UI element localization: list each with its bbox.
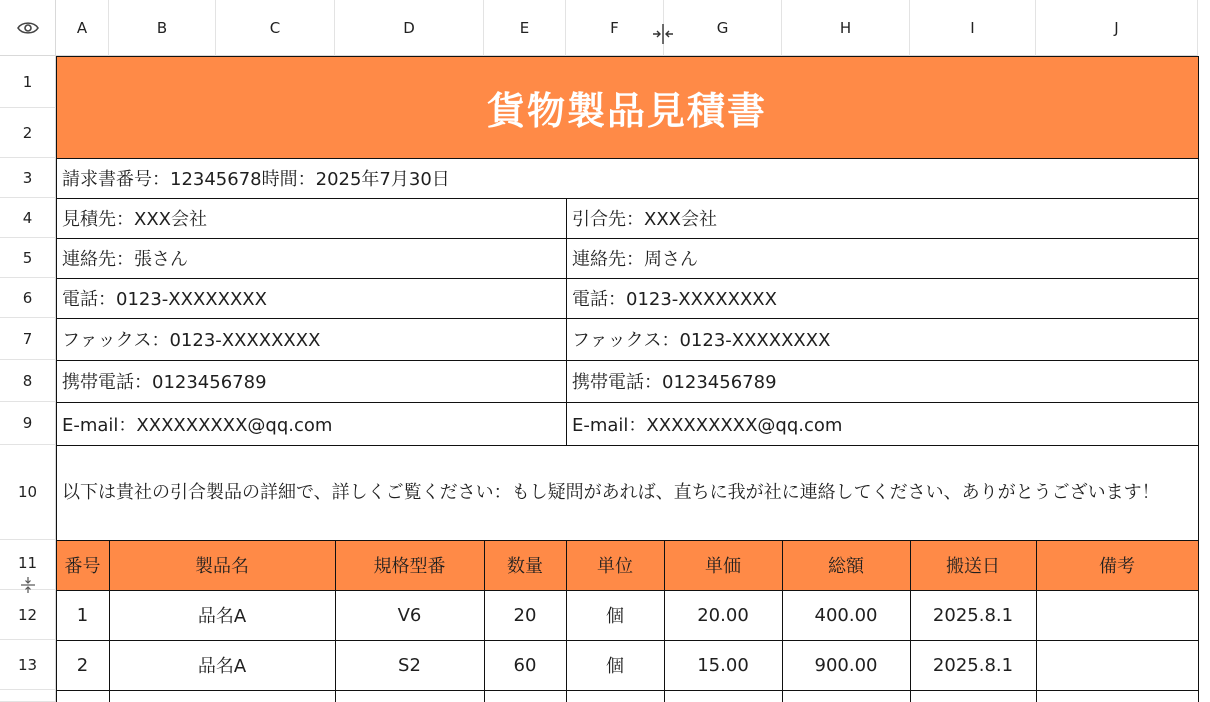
right-email-cell[interactable]: E-mail：XXXXXXXXX@qq.com xyxy=(572,414,843,436)
border-line xyxy=(335,540,336,702)
border-line xyxy=(664,540,665,702)
table-cell[interactable]: 400.00 xyxy=(814,604,878,626)
table-header-qty[interactable]: 数量 xyxy=(484,540,566,590)
table-header-no[interactable]: 番号 xyxy=(56,540,109,590)
border-line xyxy=(1198,56,1199,702)
border-line xyxy=(910,540,911,702)
border-line xyxy=(56,56,1199,57)
border-line xyxy=(56,278,1199,279)
row-header-13[interactable]: 13 xyxy=(0,640,56,690)
sheet-title[interactable]: 貨物製品見積書 xyxy=(56,56,1198,158)
border-line xyxy=(56,360,1199,361)
table-header-remarks[interactable]: 備考 xyxy=(1036,540,1198,590)
table-header-total[interactable]: 総額 xyxy=(782,540,910,590)
table-cell[interactable]: 900.00 xyxy=(814,654,878,676)
row-header-4[interactable]: 4 xyxy=(0,198,56,238)
table-header-product[interactable]: 製品名 xyxy=(109,540,335,590)
select-all-corner[interactable] xyxy=(0,0,56,56)
quote-to-cell[interactable]: 見積先：XXX会社 xyxy=(62,209,207,230)
row-header-1[interactable]: 1 xyxy=(0,56,56,108)
table-cell[interactable]: 品名A xyxy=(197,656,247,677)
table-cell[interactable]: 2 xyxy=(76,654,89,676)
row-header-12[interactable]: 12 xyxy=(0,590,56,640)
left-contact-cell[interactable]: 連絡先：張さん xyxy=(62,249,188,270)
border-line xyxy=(484,540,485,702)
row-header-11[interactable]: 11 xyxy=(0,540,56,590)
row-resize-icon[interactable] xyxy=(19,576,37,594)
table-header-unit-price[interactable]: 単価 xyxy=(664,540,782,590)
row-header-6[interactable]: 6 xyxy=(0,278,56,318)
border-line xyxy=(56,158,1199,159)
table-cell[interactable]: 15.00 xyxy=(697,654,749,676)
column-header-i[interactable]: I xyxy=(910,0,1036,56)
border-line xyxy=(56,56,57,702)
border-line xyxy=(56,318,1199,319)
table-header-model[interactable]: 規格型番 xyxy=(335,540,484,590)
column-header-g[interactable]: G xyxy=(664,0,782,56)
table-cell[interactable] xyxy=(1036,640,1198,690)
column-header-b[interactable]: B xyxy=(109,0,216,56)
right-mobile-cell[interactable]: 携帯電話：0123456789 xyxy=(572,372,777,393)
eye-icon[interactable] xyxy=(17,20,39,36)
column-header-f[interactable]: F xyxy=(566,0,664,56)
left-fax-cell[interactable]: ファックス：0123-XXXXXXXX xyxy=(62,330,321,351)
row-header-2[interactable]: 2 xyxy=(0,108,56,158)
table-cell[interactable]: V6 xyxy=(397,604,422,626)
border-line xyxy=(1036,540,1037,702)
table-cell[interactable]: 20.00 xyxy=(697,604,749,626)
table-cell[interactable]: 1 xyxy=(76,604,89,626)
border-line xyxy=(56,402,1199,403)
left-email-cell[interactable]: E-mail：XXXXXXXXX@qq.com xyxy=(62,414,333,436)
row-header-9[interactable]: 9 xyxy=(0,402,56,445)
right-phone-cell[interactable]: 電話：0123-XXXXXXXX xyxy=(572,289,777,310)
row-header-3[interactable]: 3 xyxy=(0,158,56,198)
border-line xyxy=(56,640,1199,641)
row-header-8[interactable]: 8 xyxy=(0,360,56,402)
border-line xyxy=(56,540,1199,541)
column-header-h[interactable]: H xyxy=(782,0,910,56)
invoice-line[interactable]: 請求書番号：12345678時間：2025年7月30日 xyxy=(62,169,450,190)
border-line xyxy=(56,690,1199,691)
border-line xyxy=(56,590,1199,591)
table-cell[interactable]: 20 xyxy=(513,604,537,626)
right-contact-cell[interactable]: 連絡先：周さん xyxy=(572,249,698,270)
row-header-7[interactable]: 7 xyxy=(0,318,56,360)
table-cell[interactable]: 2025.8.1 xyxy=(932,604,1014,626)
table-cell[interactable]: 個 xyxy=(606,656,624,677)
table-header-ship-date[interactable]: 搬送日 xyxy=(910,540,1036,590)
column-header-a[interactable]: A xyxy=(56,0,109,56)
table-cell[interactable]: 2025.8.1 xyxy=(932,654,1014,676)
column-header-e[interactable]: E xyxy=(484,0,566,56)
left-mobile-cell[interactable]: 携帯電話：0123456789 xyxy=(62,372,267,393)
row-header-14[interactable] xyxy=(0,690,56,702)
table-cell[interactable]: S2 xyxy=(398,654,421,676)
column-resize-icon[interactable] xyxy=(651,22,675,46)
column-header-c[interactable]: C xyxy=(216,0,335,56)
table-cell[interactable]: 個 xyxy=(606,606,624,627)
table-cell[interactable] xyxy=(1036,590,1198,640)
border-line xyxy=(782,540,783,702)
right-fax-cell[interactable]: ファックス：0123-XXXXXXXX xyxy=(572,330,831,351)
column-header-j[interactable]: J xyxy=(1036,0,1198,56)
border-line xyxy=(56,198,1199,199)
row-header-10[interactable]: 10 xyxy=(0,445,56,540)
border-line xyxy=(566,540,567,702)
table-cell[interactable]: 60 xyxy=(513,654,537,676)
border-line xyxy=(566,198,567,445)
border-line xyxy=(56,238,1199,239)
left-phone-cell[interactable]: 電話：0123-XXXXXXXX xyxy=(62,289,267,310)
border-line xyxy=(56,445,1199,446)
inquiry-from-cell[interactable]: 引合先：XXX会社 xyxy=(572,209,717,230)
table-header-unit[interactable]: 単位 xyxy=(566,540,664,590)
row-header-5[interactable]: 5 xyxy=(0,238,56,278)
column-header-d[interactable]: D xyxy=(335,0,484,56)
note-cell[interactable]: 以下は貴社の引合製品の詳細で、詳しくご覧ください：もし疑問があれば、直ちに我が社に連絡してください、ありがとうございます！ xyxy=(62,481,1160,503)
border-line xyxy=(109,540,110,702)
table-cell[interactable]: 品名A xyxy=(197,606,247,627)
